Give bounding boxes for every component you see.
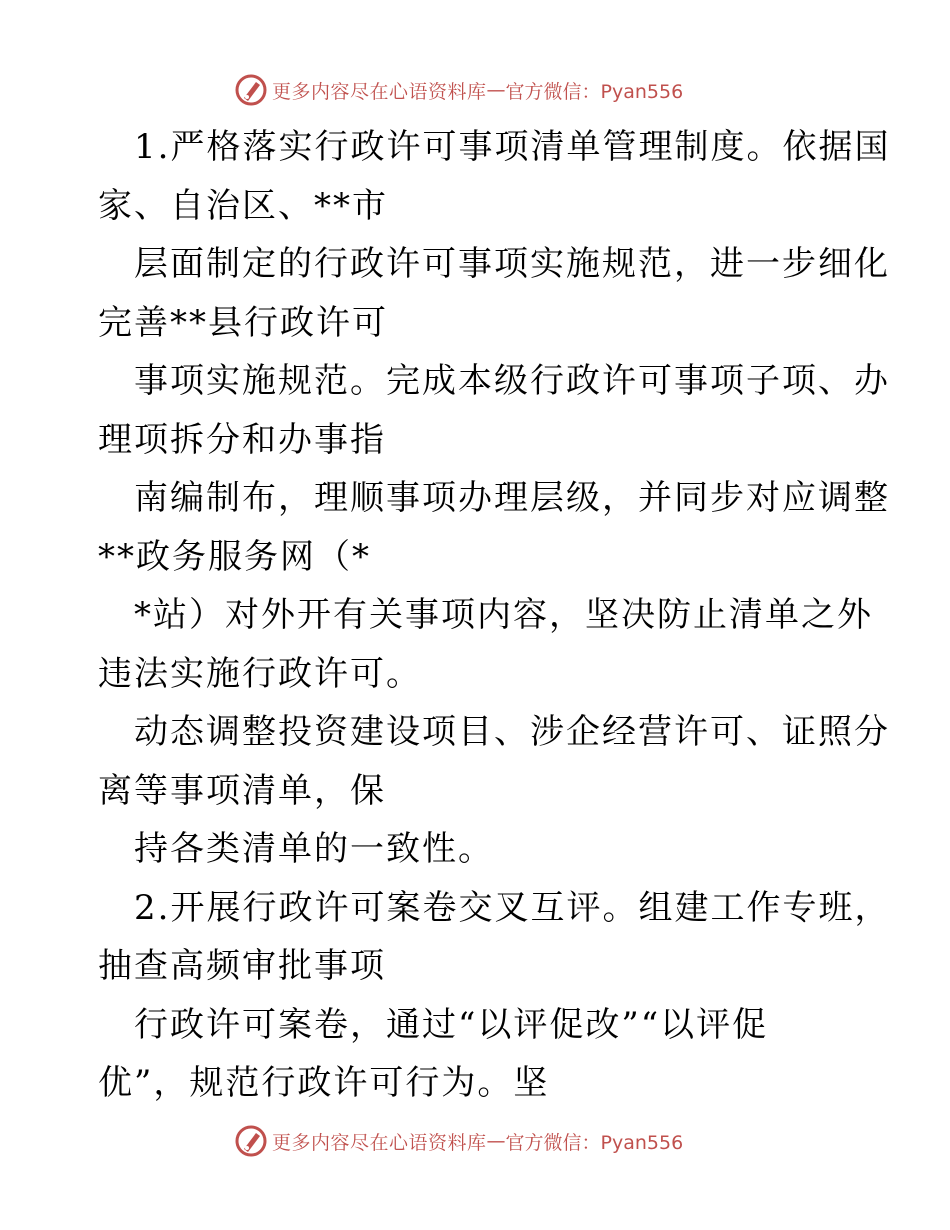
watermark-account-text: 官方微信：Pyan556	[505, 1131, 684, 1154]
body-line: 违法实施行政许可。	[98, 653, 422, 694]
pen-logo-icon	[234, 73, 268, 107]
body-line: 完善**县行政许可	[98, 302, 388, 343]
document-body	[98, 118, 891, 1113]
body-line: 2.开展行政许可案卷交叉互评。组建工作专班，	[134, 887, 891, 928]
body-line: 行政许可案卷，通过“以评促改”“以评促	[134, 1004, 769, 1045]
body-line: *站）对外开有关事项内容，坚决防止清单之外	[134, 595, 873, 635]
watermark-separator: —	[486, 1130, 506, 1152]
pen-logo-icon	[234, 1124, 268, 1158]
watermark-site-text: 更多内容尽在心语资料库	[272, 1131, 487, 1154]
body-line: 离等事项清单，保	[98, 770, 386, 811]
body-line: **政务服务网（*	[98, 536, 371, 577]
body-line: 家、自治区、**市	[98, 185, 388, 226]
watermark-account-text: 官方微信：Pyan556	[505, 80, 684, 103]
body-line: 理项拆分和办事指	[98, 419, 386, 460]
header-watermark	[234, 73, 714, 107]
watermark-site-text: 更多内容尽在心语资料库	[272, 80, 487, 103]
body-line: 动态调整投资建设项目、涉企经营许可、证照分	[134, 712, 890, 752]
watermark-separator: —	[486, 79, 506, 101]
body-line: 事项实施规范。完成本级行政许可事项子项、办	[134, 361, 890, 401]
body-line: 层面制定的行政许可事项实施规范，进一步细化	[134, 244, 890, 284]
body-line: 南编制布，理顺事项办理层级，并同步对应调整	[134, 478, 890, 518]
body-line: 1.严格落实行政许可事项清单管理制度。依据国	[134, 127, 891, 167]
body-line: 持各类清单的一致性。	[134, 829, 494, 869]
body-line: 抽查高频审批事项	[98, 946, 386, 986]
footer-watermark	[234, 1124, 714, 1158]
body-line: 优”，规范行政许可行为。坚	[98, 1063, 550, 1103]
